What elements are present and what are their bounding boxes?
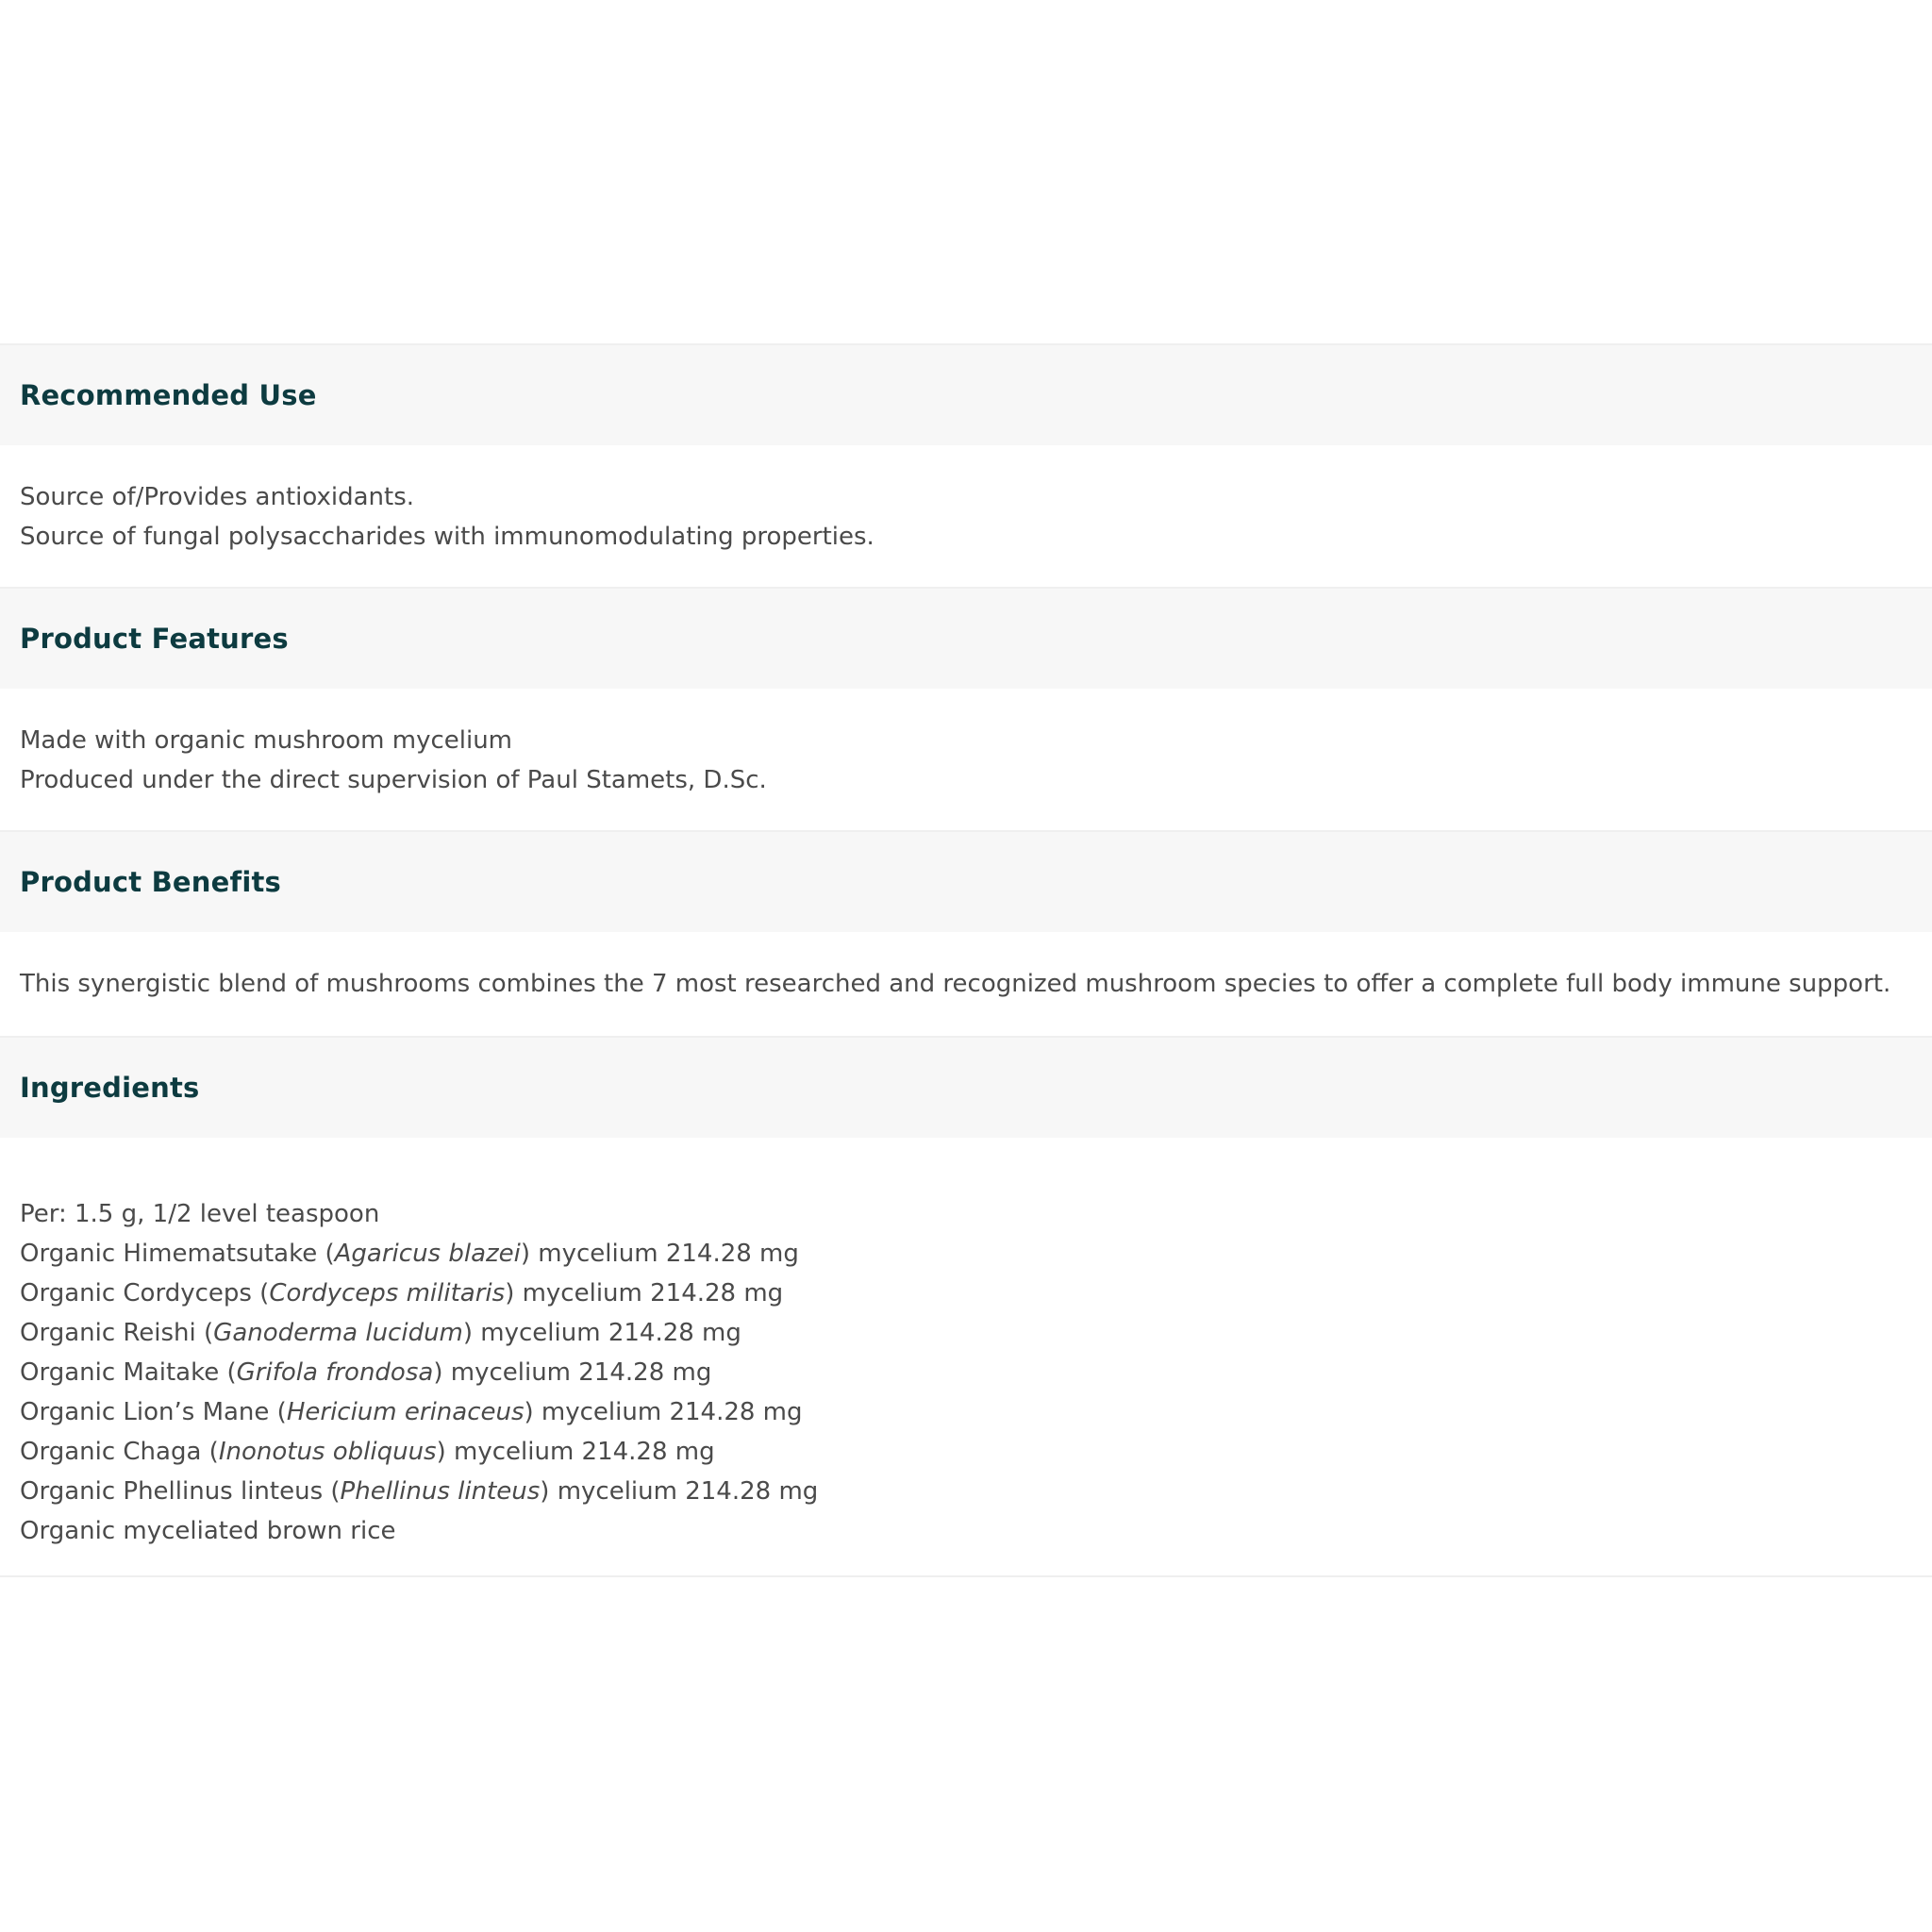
recommended-use-line: Source of/Provides antioxidants. <box>20 483 415 511</box>
product-benefits-line: This synergistic blend of mushrooms combines the 7 most researched and recognized mushroom species to offer a complete full body immune support. <box>20 970 1891 998</box>
product-benefits-title: Product Benefits <box>20 866 282 898</box>
ingredient-item: Organic Lion’s Mane (Hericium erinaceus) mycelium 214.28 mg <box>20 1398 803 1426</box>
product-benefits-body <box>0 932 1932 1036</box>
ingredient-item: Organic myceliated brown rice <box>20 1517 396 1545</box>
recommended-use-body <box>0 445 1932 587</box>
recommended-use-title: Recommended Use <box>20 379 317 411</box>
product-features-title: Product Features <box>20 623 289 655</box>
ingredient-item: Organic Maitake (Grifola frondosa) mycelium 214.28 mg <box>20 1358 712 1387</box>
ingredient-item: Organic Phellinus linteus (Phellinus linteus) mycelium 214.28 mg <box>20 1477 819 1506</box>
serving-size: Per: 1.5 g, 1/2 level teaspoon <box>20 1200 380 1228</box>
product-features-body <box>0 689 1932 830</box>
product-details <box>0 343 1932 1577</box>
recommended-use-line: Source of fungal polysaccharides with immunomodulating properties. <box>20 523 874 551</box>
product-features-line: Produced under the direct supervision of Paul Stamets, D.Sc. <box>20 766 767 794</box>
product-benefits-header[interactable] <box>0 830 1932 932</box>
product-features-header[interactable] <box>0 587 1932 689</box>
ingredient-item: Organic Cordyceps (Cordyceps militaris) mycelium 214.28 mg <box>20 1279 784 1307</box>
product-features-line: Made with organic mushroom mycelium <box>20 726 513 755</box>
ingredient-item: Organic Chaga (Inonotus obliquus) mycelium 214.28 mg <box>20 1438 715 1466</box>
ingredients-body <box>0 1138 1932 1577</box>
ingredients-title: Ingredients <box>20 1072 200 1104</box>
recommended-use-header[interactable] <box>0 343 1932 445</box>
ingredient-item: Organic Himematsutake (Agaricus blazei) mycelium 214.28 mg <box>20 1240 799 1268</box>
ingredient-item: Organic Reishi (Ganoderma lucidum) mycelium 214.28 mg <box>20 1319 741 1347</box>
ingredients-header[interactable] <box>0 1036 1932 1138</box>
